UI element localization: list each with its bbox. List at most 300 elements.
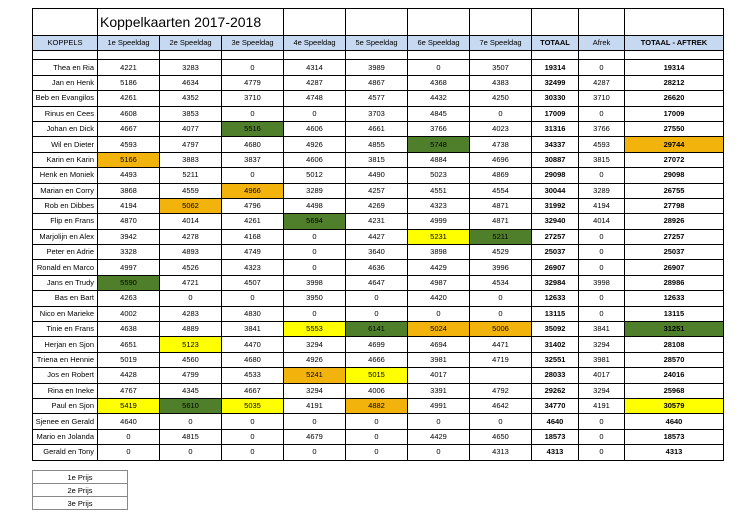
totaal-cell: 17009 [532,106,579,121]
day-3-score: 0 [222,429,284,444]
day-3-score: 4470 [222,337,284,352]
day-3-score: 5516 [222,121,284,136]
day-7-score: 4383 [470,75,532,90]
day-1-score: 4263 [98,291,160,306]
couple-name: Paul en Sjon [33,398,98,413]
day-4-score: 0 [284,245,346,260]
day-2-score: 4077 [160,121,222,136]
day-2-score: 4014 [160,214,222,229]
day-4-score: 3294 [284,337,346,352]
afrek-cell: 0 [579,60,625,75]
totaal-cell: 25037 [532,245,579,260]
afrek-cell: 3289 [579,183,625,198]
totaal-cell: 32984 [532,275,579,290]
day-5-score: 4257 [346,183,408,198]
table-row [33,368,724,383]
totaal-cell: 32940 [532,214,579,229]
totaal-aftrek-cell: 27072 [625,152,724,167]
totaal-aftrek-cell: 4313 [625,445,724,460]
table-row [33,198,724,213]
couple-name: Jans en Trudy [33,275,98,290]
header-row [33,36,724,51]
day-5-score: 4867 [346,75,408,90]
day-7-score: 4534 [470,275,532,290]
day-7-score: 4738 [470,137,532,152]
day-3-score: 4261 [222,214,284,229]
day-2-score: 3883 [160,152,222,167]
day-5-score: 4490 [346,168,408,183]
day-6-score: 3766 [408,121,470,136]
day-3-score: 0 [222,106,284,121]
afrek-cell: 0 [579,260,625,275]
day-6-score: 5023 [408,168,470,183]
day-2-score: 4278 [160,229,222,244]
day-5-score: 3815 [346,152,408,167]
totaal-aftrek-cell: 26755 [625,183,724,198]
table-row [33,75,724,90]
day-6-score: 4323 [408,198,470,213]
totaal-aftrek-cell: 26907 [625,260,724,275]
header-day-3: 3e Speeldag [222,36,284,51]
day-7-score: 3996 [470,260,532,275]
legend-p1-label: 1e Prijs [33,471,128,484]
day-7-score: 0 [470,291,532,306]
table-row [33,352,724,367]
day-6-score: 3981 [408,352,470,367]
totaal-aftrek-cell: 26620 [625,91,724,106]
day-2-score: 3853 [160,106,222,121]
day-5-score: 4855 [346,137,408,152]
day-7-score: 0 [470,306,532,321]
totaal-aftrek-cell: 13115 [625,306,724,321]
day-3-score: 4680 [222,352,284,367]
day-2-score: 4721 [160,275,222,290]
couple-name: Nico en Marieke [33,306,98,321]
day-4-score: 3294 [284,383,346,398]
day-3-score: 0 [222,60,284,75]
header-day-7: 7e Speeldag [470,36,532,51]
day-5-score: 0 [346,291,408,306]
day-5-score: 4636 [346,260,408,275]
day-5-score: 3989 [346,60,408,75]
day-1-score: 3942 [98,229,160,244]
day-7-score: 4313 [470,445,532,460]
day-2-score: 4797 [160,137,222,152]
day-5-score: 4699 [346,337,408,352]
day-3-score: 4533 [222,368,284,383]
day-6-score: 4551 [408,183,470,198]
totaal-aftrek-cell: 29098 [625,168,724,183]
day-3-score: 4507 [222,275,284,290]
day-5-score: 4427 [346,229,408,244]
totaal-aftrek-cell: 4640 [625,414,724,429]
day-2-score: 0 [160,445,222,460]
totaal-cell: 35092 [532,322,579,337]
totaal-cell: 31402 [532,337,579,352]
couple-name: Ronald en Marco [33,260,98,275]
table-row [33,260,724,275]
day-1-score: 4667 [98,121,160,136]
afrek-cell: 0 [579,229,625,244]
header-day-2: 2e Speeldag [160,36,222,51]
header-day-5: 5e Speeldag [346,36,408,51]
couple-name: Rina en Ineke [33,383,98,398]
afrek-cell: 3981 [579,352,625,367]
day-3-score: 0 [222,168,284,183]
day-5-score: 0 [346,429,408,444]
totaal-cell: 32499 [532,75,579,90]
day-1-score: 4002 [98,306,160,321]
day-1-score: 5419 [98,398,160,413]
day-3-score: 4749 [222,245,284,260]
legend-p2-label: 2e Prijs [33,484,128,497]
table-row [33,306,724,321]
totaal-aftrek-cell: 19314 [625,60,724,75]
afrek-cell: 0 [579,106,625,121]
totaal-aftrek-cell: 31251 [625,322,724,337]
afrek-cell: 0 [579,245,625,260]
legend-row [33,471,128,484]
afrek-cell: 3998 [579,275,625,290]
afrek-cell: 0 [579,306,625,321]
afrek-cell: 4017 [579,368,625,383]
day-6-score: 4991 [408,398,470,413]
header-day-6: 6e Speeldag [408,36,470,51]
day-1-score: 4493 [98,168,160,183]
day-3-score: 4966 [222,183,284,198]
day-1-score: 5186 [98,75,160,90]
sheet-title: Koppelkaarten 2017-2018 [98,9,284,36]
table-row [33,214,724,229]
totaal-aftrek-cell: 28570 [625,352,724,367]
day-4-score: 4287 [284,75,346,90]
table-row [33,337,724,352]
day-5-score: 4006 [346,383,408,398]
couple-name: Gerald en Tony [33,445,98,460]
totaal-cell: 32551 [532,352,579,367]
day-4-score: 5694 [284,214,346,229]
day-2-score: 4799 [160,368,222,383]
day-3-score: 0 [222,291,284,306]
day-5-score: 3640 [346,245,408,260]
day-1-score: 4221 [98,60,160,75]
day-6-score: 0 [408,445,470,460]
day-7-score: 4250 [470,91,532,106]
afrek-cell: 3294 [579,337,625,352]
day-7-score: 4554 [470,183,532,198]
day-6-score: 3898 [408,245,470,260]
table-row [33,229,724,244]
day-3-score: 3837 [222,152,284,167]
day-3-score: 4779 [222,75,284,90]
day-4-score: 4498 [284,198,346,213]
day-2-score: 4352 [160,91,222,106]
couple-name: Jos en Robert [33,368,98,383]
day-4-score: 0 [284,445,346,460]
day-7-score [470,368,532,383]
day-2-score: 4283 [160,306,222,321]
day-2-score: 5211 [160,168,222,183]
day-6-score: 4987 [408,275,470,290]
day-1-score: 4651 [98,337,160,352]
header-day-1: 1e Speeldag [98,36,160,51]
couple-name: Herjan en Sjon [33,337,98,352]
day-5-score: 5015 [346,368,408,383]
day-4-score: 5012 [284,168,346,183]
totaal-cell: 26907 [532,260,579,275]
day-1-score: 4638 [98,322,160,337]
totaal-aftrek-cell: 27798 [625,198,724,213]
afrek-cell: 0 [579,291,625,306]
day-3-score: 3710 [222,91,284,106]
day-5-score: 0 [346,445,408,460]
day-5-score: 4666 [346,352,408,367]
totaal-cell: 30887 [532,152,579,167]
score-table [32,8,724,461]
day-1-score: 4593 [98,137,160,152]
totaal-aftrek-cell: 25968 [625,383,724,398]
couple-name: Henk en Moniek [33,168,98,183]
afrek-cell: 4194 [579,198,625,213]
couple-name: Peter en Adrie [33,245,98,260]
day-1-score: 4870 [98,214,160,229]
table-row [33,168,724,183]
day-7-score: 3507 [470,60,532,75]
day-6-score: 5231 [408,229,470,244]
totaal-cell: 30330 [532,91,579,106]
table-row [33,398,724,413]
day-6-score: 4368 [408,75,470,90]
afrek-cell: 0 [579,168,625,183]
day-1-score: 4428 [98,368,160,383]
afrek-cell: 3294 [579,383,625,398]
day-7-score: 4642 [470,398,532,413]
table-row [33,383,724,398]
day-7-score: 4871 [470,214,532,229]
day-3-score: 3841 [222,322,284,337]
totaal-cell: 18573 [532,429,579,444]
afrek-cell: 3710 [579,91,625,106]
table-row [33,183,724,198]
day-7-score: 4529 [470,245,532,260]
couple-name: Rinus en Cees [33,106,98,121]
totaal-cell: 34337 [532,137,579,152]
title-row [33,9,724,36]
totaal-cell: 30044 [532,183,579,198]
day-7-score: 4696 [470,152,532,167]
day-3-score: 4323 [222,260,284,275]
day-6-score: 4845 [408,106,470,121]
day-1-score: 0 [98,429,160,444]
day-4-score: 0 [284,106,346,121]
table-row [33,91,724,106]
header-day-4: 4e Speeldag [284,36,346,51]
day-2-score: 4559 [160,183,222,198]
couple-name: Mario en Jolanda [33,429,98,444]
totaal-aftrek-cell: 29744 [625,137,724,152]
day-4-score: 3950 [284,291,346,306]
day-2-score: 5610 [160,398,222,413]
table-row [33,245,724,260]
day-4-score: 5241 [284,368,346,383]
day-1-score: 4194 [98,198,160,213]
afrek-cell: 3766 [579,121,625,136]
header-totaal-aftrek: TOTAAL - AFTREK [625,36,724,51]
day-2-score: 3283 [160,60,222,75]
day-2-score: 0 [160,414,222,429]
header-koppels: KOPPELS [33,36,98,51]
day-1-score: 4261 [98,91,160,106]
day-2-score: 5123 [160,337,222,352]
afrek-cell: 3841 [579,322,625,337]
afrek-cell: 3815 [579,152,625,167]
day-7-score: 4719 [470,352,532,367]
day-7-score: 4650 [470,429,532,444]
day-5-score: 4269 [346,198,408,213]
day-4-score: 4191 [284,398,346,413]
day-3-score: 4830 [222,306,284,321]
table-row [33,275,724,290]
day-1-score: 4997 [98,260,160,275]
totaal-cell: 31316 [532,121,579,136]
day-5-score: 4231 [346,214,408,229]
day-7-score: 0 [470,106,532,121]
totaal-aftrek-cell: 12633 [625,291,724,306]
day-3-score: 5035 [222,398,284,413]
prize-legend [32,470,128,510]
afrek-cell: 4191 [579,398,625,413]
day-6-score: 3391 [408,383,470,398]
couple-name: Tinie en Frans [33,322,98,337]
day-7-score: 5211 [470,229,532,244]
day-4-score: 4606 [284,152,346,167]
afrek-cell: 0 [579,429,625,444]
day-4-score: 4314 [284,60,346,75]
day-3-score: 4796 [222,198,284,213]
day-3-score: 4680 [222,137,284,152]
totaal-cell: 28033 [532,368,579,383]
totaal-cell: 27257 [532,229,579,244]
totaal-cell: 31992 [532,198,579,213]
day-7-score: 4023 [470,121,532,136]
day-6-score: 0 [408,306,470,321]
day-7-score: 0 [470,414,532,429]
day-4-score: 0 [284,229,346,244]
day-1-score: 4640 [98,414,160,429]
day-2-score: 4634 [160,75,222,90]
day-2-score: 4815 [160,429,222,444]
totaal-aftrek-cell: 18573 [625,429,724,444]
couple-name: Bas en Bart [33,291,98,306]
totaal-cell: 29098 [532,168,579,183]
totaal-aftrek-cell: 28926 [625,214,724,229]
day-5-score: 3703 [346,106,408,121]
totaal-cell: 4640 [532,414,579,429]
day-7-score: 4471 [470,337,532,352]
totaal-aftrek-cell: 24016 [625,368,724,383]
couple-name: Marian en Corry [33,183,98,198]
day-6-score: 5748 [408,137,470,152]
day-1-score: 5590 [98,275,160,290]
totaal-cell: 19314 [532,60,579,75]
day-4-score: 4679 [284,429,346,444]
legend-row [33,497,128,510]
day-5-score: 4661 [346,121,408,136]
day-1-score: 0 [98,445,160,460]
day-7-score: 4871 [470,198,532,213]
day-3-score: 0 [222,445,284,460]
day-5-score: 0 [346,306,408,321]
totaal-aftrek-cell: 25037 [625,245,724,260]
day-4-score: 0 [284,260,346,275]
day-4-score: 4926 [284,352,346,367]
day-6-score: 4017 [408,368,470,383]
day-5-score: 4647 [346,275,408,290]
couple-name: Thea en Ria [33,60,98,75]
spacer-row [33,51,724,60]
day-6-score: 4999 [408,214,470,229]
totaal-cell: 12633 [532,291,579,306]
day-3-score: 4667 [222,383,284,398]
totaal-aftrek-cell: 17009 [625,106,724,121]
couple-name: Marjolijn en Alex [33,229,98,244]
day-5-score: 6141 [346,322,408,337]
couple-name: Flip en Frans [33,214,98,229]
table-row [33,60,724,75]
table-row [33,414,724,429]
day-7-score: 5006 [470,322,532,337]
totaal-aftrek-cell: 28212 [625,75,724,90]
day-6-score: 4429 [408,429,470,444]
day-6-score: 5024 [408,322,470,337]
couple-name: Karin en Karin [33,152,98,167]
table-row [33,445,724,460]
day-4-score: 3289 [284,183,346,198]
legend-row [33,484,128,497]
day-1-score: 3328 [98,245,160,260]
legend-p3-label: 3e Prijs [33,497,128,510]
totaal-aftrek-cell: 28986 [625,275,724,290]
day-2-score: 4560 [160,352,222,367]
couple-name: Beb en Evangilos [33,91,98,106]
day-6-score: 0 [408,414,470,429]
totaal-aftrek-cell: 27257 [625,229,724,244]
table-row [33,106,724,121]
header-totaal: TOTAAL [532,36,579,51]
couple-name: Triena en Hennie [33,352,98,367]
day-1-score: 4608 [98,106,160,121]
afrek-cell: 4287 [579,75,625,90]
totaal-cell: 29262 [532,383,579,398]
totaal-cell: 13115 [532,306,579,321]
day-6-score: 4420 [408,291,470,306]
day-4-score: 3998 [284,275,346,290]
table-row [33,322,724,337]
day-6-score: 4432 [408,91,470,106]
day-3-score: 0 [222,414,284,429]
day-6-score: 4884 [408,152,470,167]
afrek-cell: 0 [579,414,625,429]
table-row [33,291,724,306]
day-2-score: 4889 [160,322,222,337]
day-7-score: 4792 [470,383,532,398]
table-row [33,152,724,167]
day-6-score: 0 [408,60,470,75]
day-2-score: 4345 [160,383,222,398]
day-4-score: 5553 [284,322,346,337]
table-row [33,121,724,136]
day-6-score: 4694 [408,337,470,352]
